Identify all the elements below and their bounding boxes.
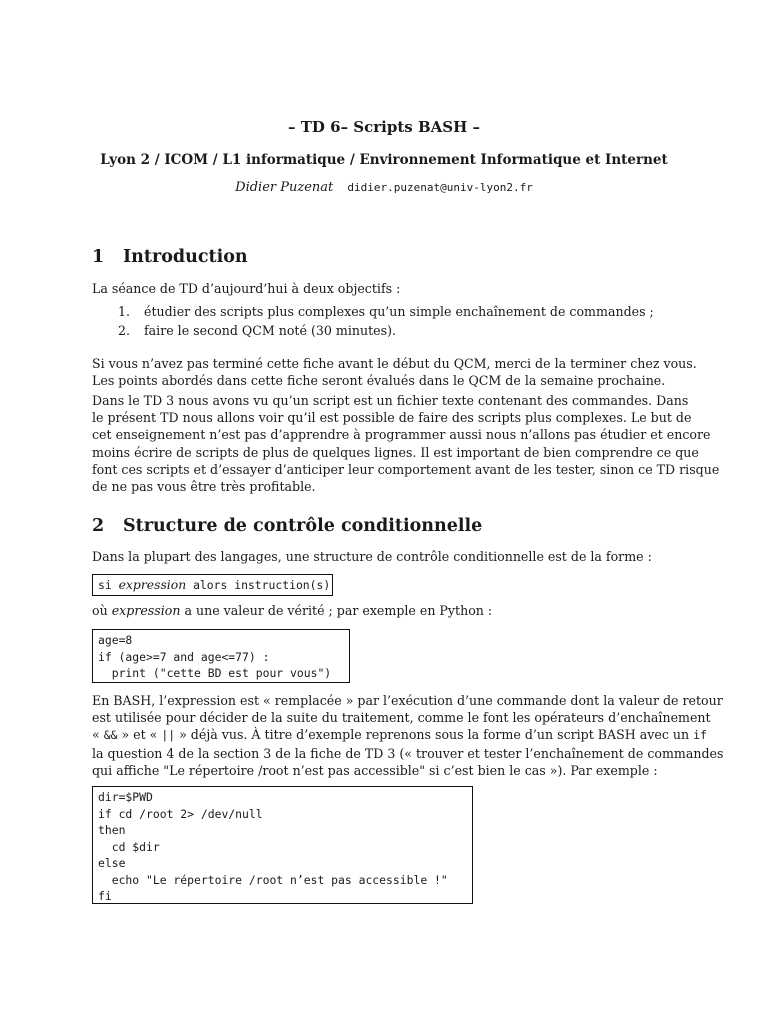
section-heading-structure [92, 516, 482, 536]
paragraph-expression: où expression a une valeur de vérité ; par exemple en Python : [92, 603, 493, 618]
author-name: Didier Puzenat [235, 180, 334, 195]
paragraph-qcm: Si vous n’avez pas terminé cette fiche avant le début du QCM, merci de la terminer chez vous. Les points abordés dans cette fiche seront évalués dans le QCM de la semaine prochaine. [92, 356, 697, 389]
conditional-form-box: si expression alors instruction(s) [92, 574, 333, 596]
section-heading-introduction [92, 247, 248, 267]
python-code-box: age=8 if (age>=7 and age<=77) : print ("cette BD est pour vous") [92, 629, 350, 683]
paragraph-langages: Dans la plupart des langages, une structure de contrôle conditionnelle est de la forme : [92, 549, 652, 564]
section-number: 1 [92, 247, 105, 267]
section-title: Structure de contrôle conditionnelle [123, 516, 483, 536]
paragraph-bash: En BASH, l’expression est « remplacée » par l’exécution d’une commande dont la valeur de retour est utilisée pour décider de la suite du traitement, comme le font les opérateurs d’enchaînement « && » et « || » déjà vus. À titre d’exemple reprenons sous la forme d’un script BASH avec un if la question 4 de la section 3 de la fiche de TD 3 (« trouver et tester l’enchaînement de commandes qui affiche "Le répertoire /root n’est pas accessible" si c’est bien le cas »). Par exemple : [92, 693, 724, 778]
list-item: 1. étudier des scripts plus complexes qu’un simple enchaînement de commandes ; [118, 304, 654, 319]
section-title: Introduction [123, 247, 248, 267]
intro-sentence: La séance de TD d’aujourd’hui à deux objectifs : [92, 281, 401, 296]
paragraph-td3: Dans le TD 3 nous avons vu qu’un script est un fichier texte contenant des commandes. Dans le présent TD nous allons voir qu’il est possible de faire des scripts plus complexes. Le but de cet enseignement n’est pas d’apprendre à programmer aussi nous n’allons pas étudier et encore moins écrire de scripts de plus de quelques lignes. Il est important de bien comprendre ce que font ces scripts et d’essayer d’anticiper leur comportement avant de les tester, sinon ce TD risque de ne pas vous être très profitable. [92, 393, 720, 495]
document-title: – TD 6– Scripts BASH – [288, 118, 480, 136]
author-line [92, 180, 676, 195]
operator-and: && [103, 728, 118, 743]
keyword-if: if [693, 728, 707, 743]
list-item: 2. faire le second QCM noté (30 minutes). [118, 323, 396, 338]
section-number: 2 [92, 516, 105, 536]
document-subtitle: Lyon 2 / ICOM / L1 informatique / Environnement Informatique et Internet [100, 152, 668, 168]
objectives-list [92, 302, 654, 340]
author-email: didier.puzenat@univ-lyon2.fr [347, 181, 533, 194]
bash-code-box: dir=$PWD if cd /root 2> /dev/null then cd $dir else echo "Le répertoire /root n’est pas accessible !" fi [92, 786, 473, 904]
operator-or: || [161, 728, 176, 743]
